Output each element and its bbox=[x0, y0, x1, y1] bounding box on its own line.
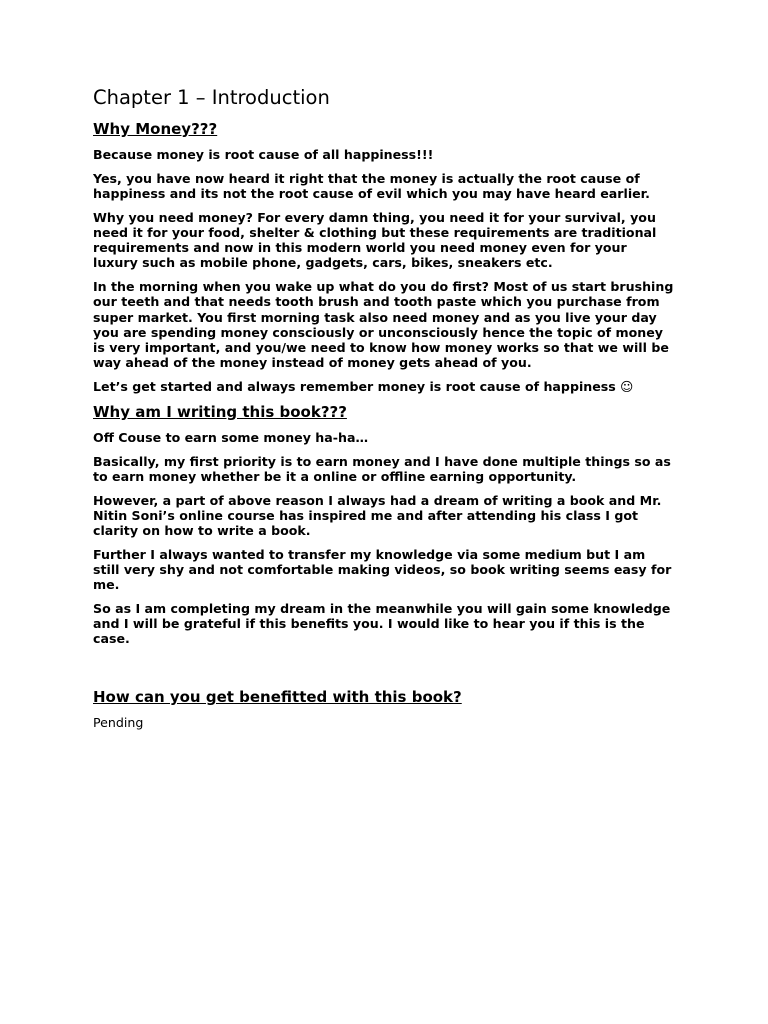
section-heading-why-writing: Why am I writing this book??? bbox=[93, 402, 347, 421]
section-heading-how-benefit: How can you get benefitted with this book? bbox=[93, 688, 462, 707]
paragraph: Let’s get started and always remember money is root cause of happiness ☺ bbox=[93, 379, 634, 395]
section-heading-why-money: Why Money??? bbox=[93, 120, 218, 138]
paragraph: Why you need money? For every damn thing, you need it for your survival, you need it for your food, shelter & clothing but these requirements are traditional requirements and now in this modern world you need money even for your luxury such as mobile phone, gadgets, cars, bikes, sneakers etc. bbox=[93, 209, 657, 271]
paragraph: Pending bbox=[93, 715, 144, 731]
paragraph: Yes, you have now heard it right that the money is actually the root cause of happiness and its not the root cause of evil which you may have heard earlier. bbox=[93, 170, 650, 201]
chapter-title: Chapter 1 – Introduction bbox=[93, 86, 330, 109]
document-page bbox=[93, 86, 675, 739]
section-why-writing bbox=[93, 403, 675, 647]
section-why-money bbox=[93, 120, 675, 394]
paragraph: Because money is root cause of all happiness!!! bbox=[93, 147, 434, 162]
spacer bbox=[93, 655, 675, 688]
paragraph: However, a part of above reason I always had a dream of writing a book and Mr. Nitin Soni’s online course has inspired me and after attending his class I got clarity on how to write a book. bbox=[93, 492, 662, 539]
paragraph: Off Couse to earn some money ha-ha… bbox=[93, 429, 369, 445]
section-how-benefit bbox=[93, 688, 675, 730]
paragraph: So as I am completing my dream in the meanwhile you will gain some knowledge and I will be grateful if this benefits you. I would like to hear you if this is the case. bbox=[93, 601, 671, 647]
paragraph: In the morning when you wake up what do you do first? Most of us start brushing our teeth and that needs tooth brush and tooth paste which you purchase from super market. You first morning task also need money and as you live your day you are spending money consciously or unconsciously hence the topic of money is very important, and you/we need to know how money works so that we will be way ahead of the money instead of money gets ahead of you. bbox=[93, 279, 674, 371]
paragraph: Basically, my first priority is to earn money and I have done multiple things so as to earn money whether be it a online or offline earning opportunity. bbox=[93, 453, 671, 484]
paragraph: Further I always wanted to transfer my knowledge via some medium but I am still very shy and not comfortable making videos, so book writing seems easy for me. bbox=[93, 546, 672, 593]
